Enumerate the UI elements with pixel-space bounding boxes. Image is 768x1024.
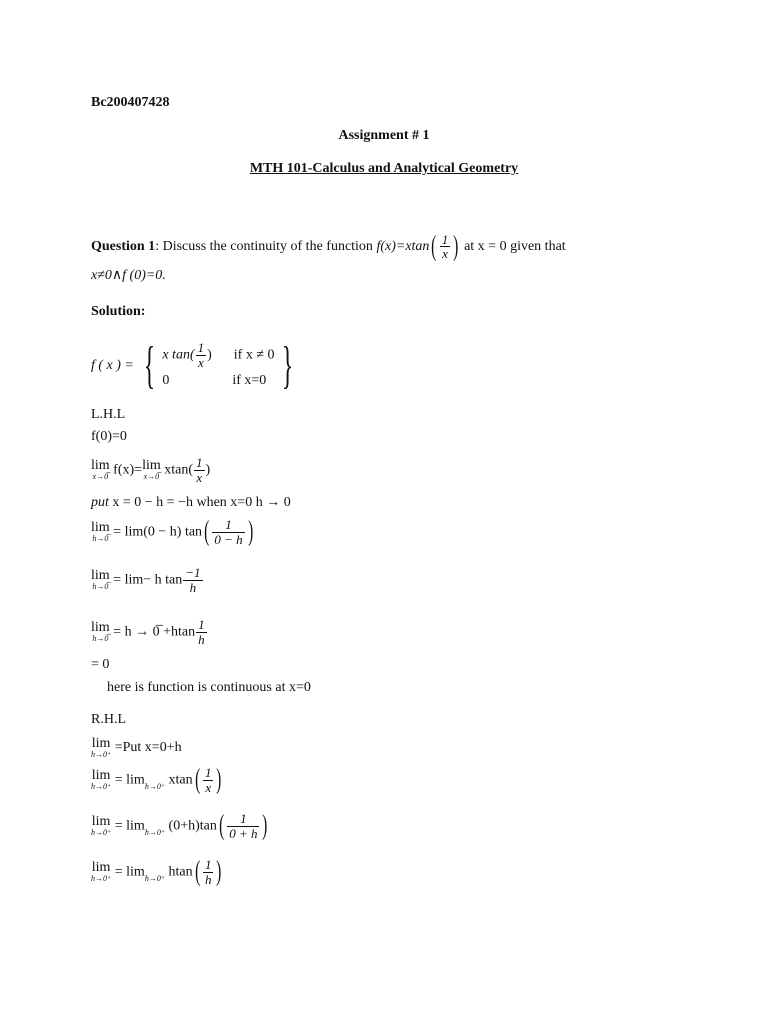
question-fraction: $\frac{1}{x}$	[441, 231, 449, 262]
lhl-put: put x = 0 − h = −h when x=0 h → 0	[91, 495, 291, 510]
rhl-step-1: lim h→0⁺ =Put x=0+h	[91, 736, 182, 759]
student-id: Bc200407428	[91, 95, 170, 110]
left-brace: {	[144, 337, 156, 394]
left-paren: (	[431, 230, 437, 262]
right-brace: }	[281, 337, 293, 394]
question-tail: at x = 0 given that	[464, 239, 566, 254]
row1-fraction: $\frac{1}{x}$	[197, 340, 205, 370]
assignment-title: Assignment # 1	[338, 128, 430, 143]
question-fx: f	[376, 239, 381, 254]
rhl-step-4: lim h→0⁺ = lim h→0⁺ htan( $\frac{1}{h}$ )	[91, 856, 222, 888]
piecewise-row-2: 0 if x=0	[162, 372, 267, 388]
question-1	[91, 232, 566, 262]
rhl-step-3: lim h→0⁺ = lim h→0⁺ (0+h)tan( $\frac{1}{0 + h}$ )	[91, 810, 268, 842]
piecewise-rows	[162, 341, 274, 390]
lhl-label: L.H.L	[91, 407, 126, 422]
piecewise-row-1: x tan( $\frac{1}{x}$ ) if x ≠ 0	[162, 340, 275, 370]
question-label: Question 1	[91, 239, 156, 254]
lhl-step-4: lim h→0̅ = h → 0̅ +htan $\frac{1}{h}$	[91, 617, 205, 647]
piecewise-lhs: f ( x ) =	[91, 358, 134, 374]
lhl-step-2: lim h→0̅ = lim(0 − h) tan( $\frac{1}{0 - h}$ )	[91, 516, 253, 548]
lhl-step-1: lim x→0̅ f(x)= lim x→0̅ xtan( $\frac{1}{x}$ )	[91, 455, 211, 485]
question-text: : Discuss the continuity of the function	[155, 239, 373, 254]
lhl-step-3: lim h→0̅ = lim− h tan $\frac{-1}{h}$	[91, 565, 201, 595]
lhl-result: = 0	[91, 657, 110, 672]
row2-condition: if x=0	[232, 372, 267, 388]
question-fx-arg: (x)=xtan	[380, 239, 430, 254]
piecewise-definition	[91, 337, 300, 394]
course-title: MTH 101-Calculus and Analytical Geometry	[249, 161, 519, 176]
solution-label: Solution:	[91, 304, 146, 319]
row1-condition: if x ≠ 0	[233, 347, 275, 363]
question-line-2: x≠0∧f (0)=0.	[91, 268, 166, 283]
rhl-label: R.H.L	[91, 712, 126, 727]
right-paren: )	[453, 230, 459, 262]
rhl-step-2: lim h→0⁺ = lim h→0⁺ xtan( $\frac{1}{x}$ )	[91, 764, 222, 796]
lhl-f0: f(0)=0	[91, 429, 127, 444]
lhl-note: here is function is continuous at x=0	[107, 680, 311, 695]
